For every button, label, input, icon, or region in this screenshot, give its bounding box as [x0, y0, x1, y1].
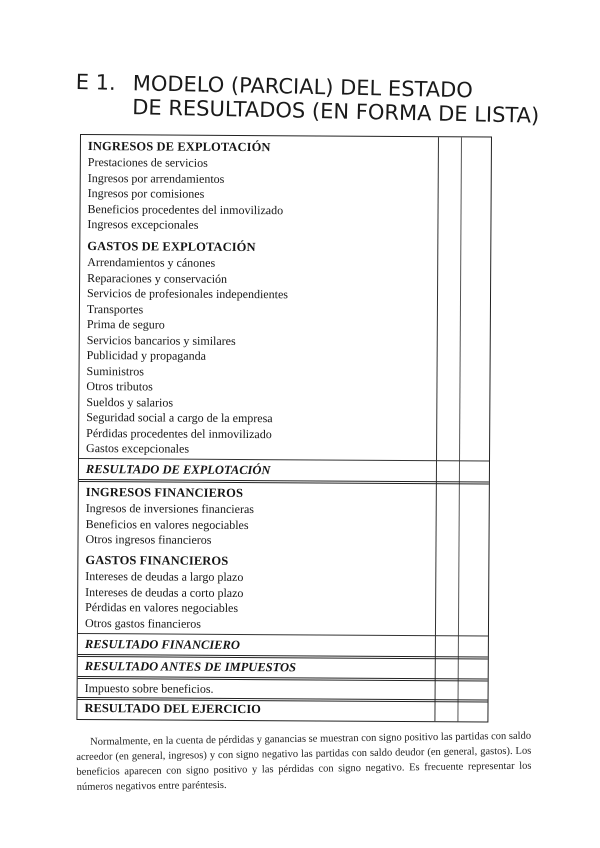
- list-item: Publicidad y propaganda: [86, 348, 207, 363]
- list-item: Servicios de profesionales independientes: [86, 286, 289, 302]
- result-financial: RESULTADO FINANCIERO: [84, 637, 240, 652]
- list-item: Otros ingresos financieros: [85, 532, 212, 547]
- note-text: Normalmente, en la cuenta de pérdidas y ganancias se muestran con signo positivo las partidas con saldo acreedor (en general, ingresos) y con signo negativo las partidas con saldo deudor (en general, gastos). Los beneficios aparecen con signo positivo y las pérdidas con signo negativo. Es frecuente representar los números negativos entre paréntesis.: [76, 730, 532, 793]
- list-item: Pérdidas en valores negociables: [85, 600, 239, 615]
- result-before-taxes: RESULTADO ANTES DE IMPUESTOS: [84, 659, 297, 675]
- title-line-1: MODELO (PARCIAL) DEL ESTADO: [132, 71, 474, 103]
- list-item: Gastos excepcionales: [86, 441, 190, 456]
- page-title: [75, 70, 546, 128]
- section-header-operating-income: INGRESOS DE EXPLOTACIÓN: [87, 139, 271, 155]
- column-divider: [434, 137, 439, 721]
- income-tax-row: Impuesto sobre beneficios.: [84, 681, 214, 696]
- list-item: Otros gastos financieros: [84, 615, 202, 631]
- income-statement-table: [76, 134, 492, 723]
- list-item: Prima de seguro: [86, 317, 165, 332]
- exercise-number: E 1.: [75, 70, 116, 95]
- list-item: Suministros: [86, 363, 144, 378]
- list-item: Otros tributos: [86, 379, 153, 394]
- row-divider: [78, 633, 488, 637]
- list-item: Ingresos por arrendamientos: [87, 170, 225, 186]
- section-header-financial-income: INGRESOS FINANCIEROS: [85, 485, 244, 501]
- list-item: Intereses de deudas a largo plazo: [85, 569, 244, 585]
- list-item: Ingresos por comisiones: [87, 186, 205, 201]
- list-item: Ingresos excepcionales: [87, 217, 199, 232]
- section-header-operating-expenses: GASTOS DE EXPLOTACIÓN: [87, 239, 256, 255]
- list-item: Prestaciones de servicios: [87, 155, 208, 170]
- list-item: Pérdidas procedentes del inmovilizado: [86, 425, 272, 441]
- title-line-2: DE RESULTADOS (EN FORMA DE LISTA): [131, 95, 540, 128]
- list-item: Intereses de deudas a corto plazo: [85, 584, 244, 600]
- explanatory-note: [76, 729, 532, 795]
- list-item: Beneficios en valores negociables: [85, 516, 249, 532]
- result-operating: RESULTADO DE EXPLOTACIÓN: [85, 462, 271, 478]
- list-item: Sueldos y salarios: [86, 394, 174, 410]
- list-item: Ingresos de inversiones financieras: [85, 501, 255, 517]
- result-of-year: RESULTADO DEL EJERCICIO: [84, 701, 261, 717]
- column-divider: [457, 137, 462, 721]
- list-item: Reparaciones y conservación: [87, 270, 228, 286]
- list-item: Seguridad social a cargo de la empresa: [86, 410, 273, 426]
- list-item: Servicios bancarios y similares: [86, 332, 236, 348]
- list-item: Arrendamientos y cánones: [87, 255, 216, 270]
- list-item: Transportes: [86, 301, 144, 316]
- list-item: Beneficios procedentes del inmovilizado: [87, 201, 284, 217]
- row-divider: [79, 458, 489, 462]
- section-header-financial-expenses: GASTOS FINANCIEROS: [85, 553, 229, 568]
- row-divider: [79, 479, 489, 485]
